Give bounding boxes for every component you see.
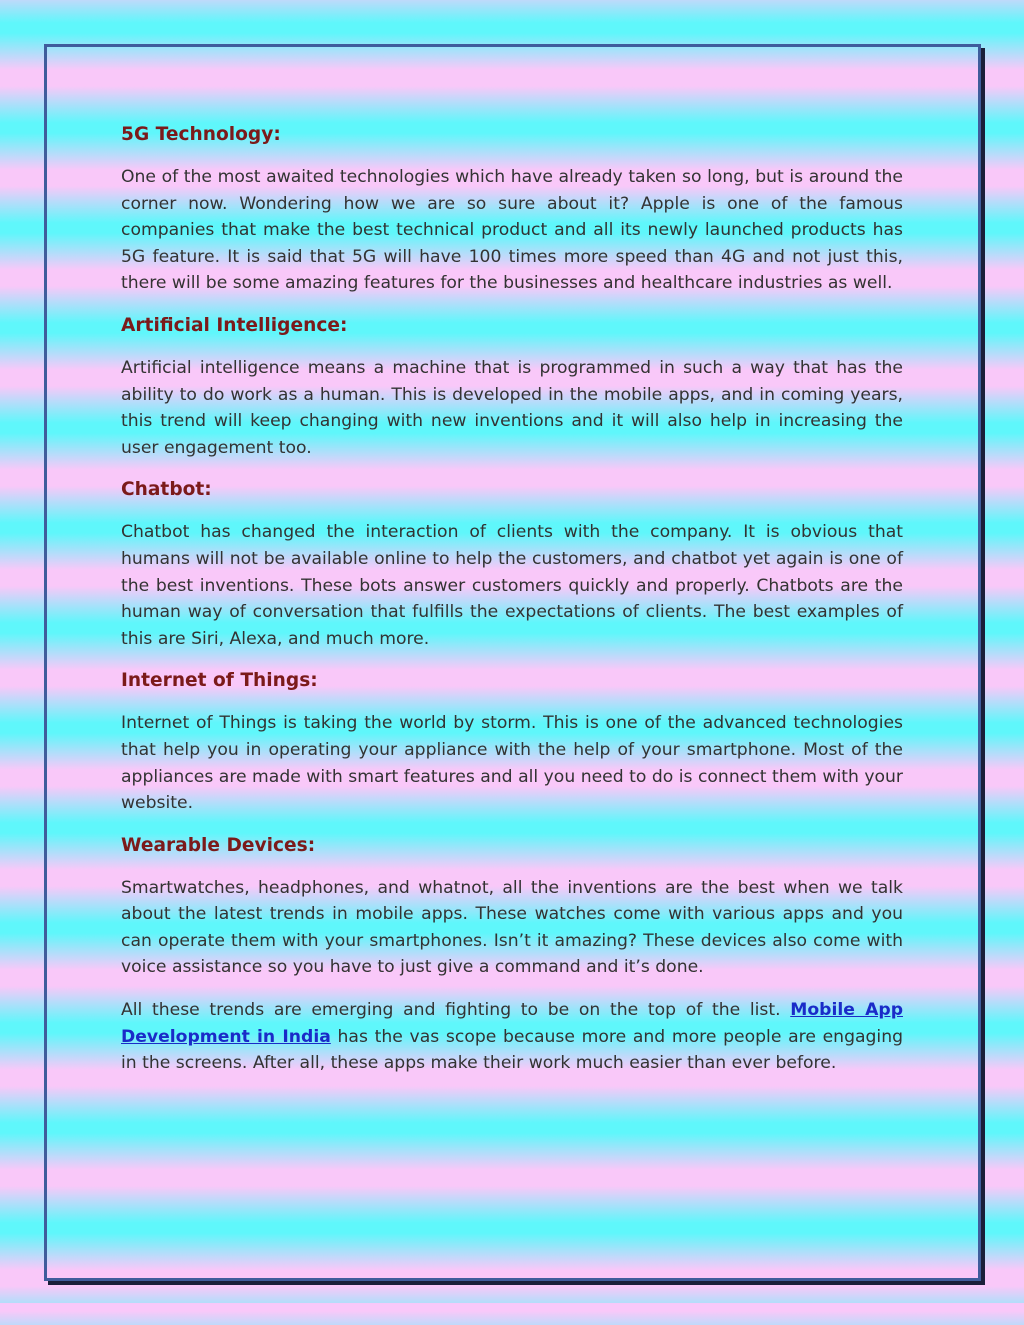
section-wearable-devices (121, 833, 903, 981)
closing-text-before-link: All these trends are emerging and fighting to be on the top of the list. (121, 1000, 791, 1021)
document-body (121, 122, 903, 1093)
section-chatbot (121, 477, 903, 652)
section-internet-of-things (121, 668, 903, 816)
section-artificial-intelligence (121, 313, 903, 461)
section-paragraph: Artificial intelligence means a machine that is programmed in such a way that has the ability to do work as a human. This is developed in the mobile apps, and in coming years, this trend will keep changing with new inventions and it will also help in increasing the user engagement too. (121, 357, 903, 458)
section-paragraph: One of the most awaited technologies which have already taken so long, but is around the corner now. Wondering how we are so sure about it? Apple is one of the famous companies that make the best technical product and all its newly launched products has 5G feature. It is said that 5G will have 100 times more speed than 4G and not just this, there will be some amazing features for the businesses and healthcare industries as well. (121, 167, 903, 294)
section-heading: Internet of Things: (121, 670, 318, 692)
closing-paragraph (121, 997, 903, 1077)
section-paragraph: Chatbot has changed the interaction of clients with the company. It is obvious that humans will not be available online to help the customers, and chatbot yet again is one of the best inventions. These bots answer customers quickly and properly. Chatbots are the human way of conversation that fulfills the expectations of clients. The best examples of this are Siri, Alexa, and much more. (121, 522, 903, 649)
section-heading: Artificial Intelligence: (121, 314, 348, 336)
closing-text-after-link: has the vas scope because more and more people are engaging in the screens. After all, these apps make their work much easier than ever before. (121, 1026, 904, 1074)
section-5g-technology (121, 122, 903, 297)
section-paragraph: Internet of Things is taking the world by storm. This is one of the advanced technologies that help you in operating your appliance with the help of your smartphone. Most of the appliances are made with smart features and all you need to do is connect them with your website. (121, 713, 903, 814)
section-heading: Chatbot: (121, 479, 212, 501)
section-heading: 5G Technology: (121, 124, 281, 145)
section-heading: Wearable Devices: (121, 834, 316, 856)
mobile-app-development-link[interactable]: Mobile App Development in India (121, 1000, 903, 1047)
section-paragraph: Smartwatches, headphones, and whatnot, all the inventions are the best when we talk about the latest trends in mobile apps. These watches come with various apps and you can operate them with your smartphones. Isn’t it amazing? These devices also come with voice assistance so you have to just give a command and it’s done. (121, 877, 903, 978)
